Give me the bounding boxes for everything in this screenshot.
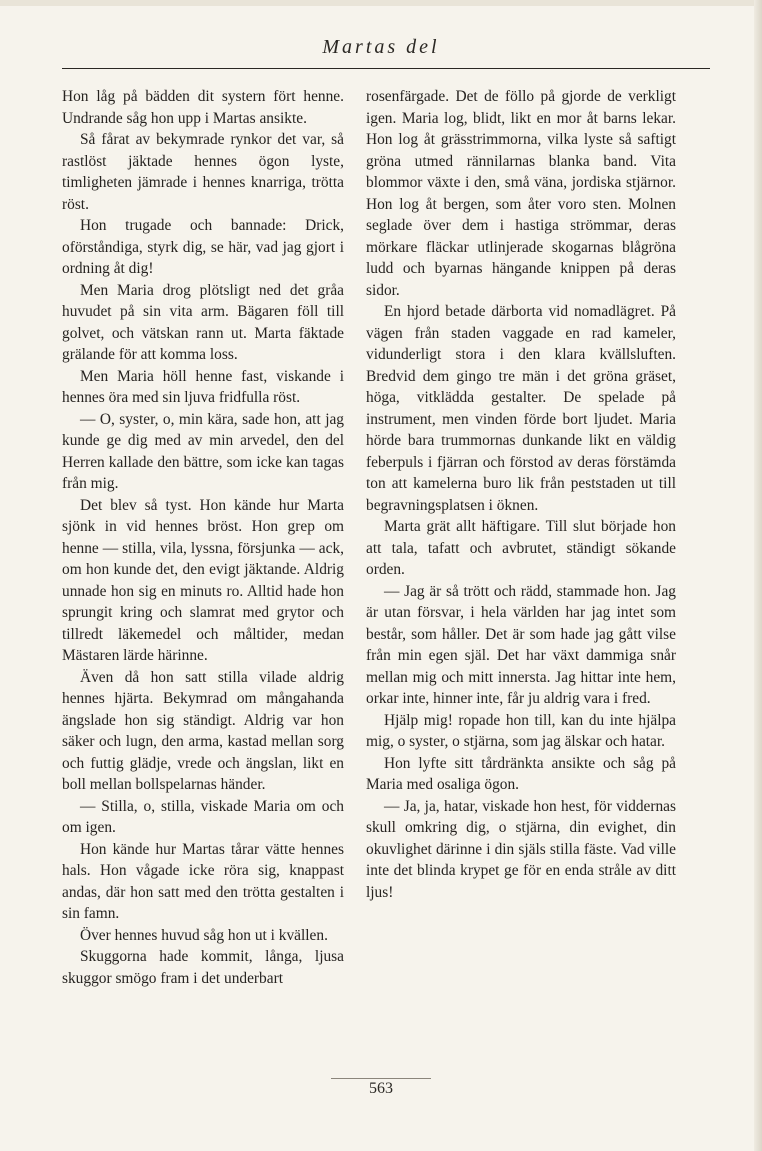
- paragraph: Hon lyfte sitt tårdränkta ansikte och såg på Maria med osaliga ögon.: [366, 754, 676, 793]
- paragraph: Marta grät allt häftigare. Till slut började hon att tala, tafatt och avbrutet, ständigt sökande orden.: [366, 518, 676, 578]
- paragraph: Skuggorna hade kommit, långa, ljusa skuggor smögo fram i det underbart: [62, 948, 344, 987]
- paragraph: Hon trugade och bannade: Drick, oförståndiga, styrk dig, se här, vad jag gjort i ordning åt dig!: [62, 217, 344, 277]
- header-rule: [62, 68, 710, 69]
- paragraph: Hjälp mig! ropade hon till, kan du inte hjälpa mig, o syster, o stjärna, som jag älskar och hatar.: [366, 711, 676, 750]
- page-top-edge: [0, 0, 762, 6]
- paragraph: Även då hon satt stilla vilade aldrig hennes hjärta. Bekymrad om mångahanda ängslade hon sig ständigt. Aldrig var hon säker och lugn, den arma, kastad mellan sorg och futtig glädje, vrede och ängslan, likt en boll mellan bollspelarnas händer.: [62, 668, 344, 793]
- paragraph: Det blev så tyst. Hon kände hur Marta sjönk in vid hennes bröst. Hon grep om henne — stilla, vila, lyssna, försjunka — ack, om hon kunde det, den evigt jäktande. Aldrig unnade hon sig en minuts ro. Alltid hade hon sprungit kring och slamrat med grytor och tillredt läkemedel och måltider, medan Mästaren lärde härinne.: [62, 496, 344, 664]
- left-column: [62, 86, 344, 989]
- footer-rule: [331, 1078, 431, 1079]
- paragraph: Hon kände hur Martas tårar vätte hennes hals. Hon vågade icke röra sig, knappast andas, där hon satt med den trötta gestalten i sin famn.: [62, 840, 344, 922]
- paragraph: — Stilla, o, stilla, viskade Maria om och om igen.: [62, 797, 344, 836]
- right-column: [366, 86, 676, 903]
- page-right-edge: [754, 0, 762, 1151]
- paragraph: — Ja, ja, hatar, viskade hon hest, för viddernas skull omkring dig, o stjärna, din evighet, din okuvlighet därinne i din själs stilla fäste. Vad ville inte det blinda krypet ge för en enda stråle av ditt ljus!: [366, 797, 676, 901]
- paragraph: Men Maria drog plötsligt ned det gråa huvudet på sin vita arm. Bägaren föll till golvet, och vätskan rann ut. Marta fäktade grälande för att komma loss.: [62, 281, 344, 363]
- running-header: Martas del: [322, 36, 440, 58]
- paragraph: — Jag är så trött och rädd, stammade hon. Jag är utan försvar, i hela världen har jag intet som består, som håller. Det är som hade jag gått vilse från min egen själ. Det har växt dammiga snår mellan mig och mitt innersta. Jag hittar inte hem, orkar inte, hinner inte, får ju aldrig vara i fred.: [366, 582, 676, 707]
- paragraph: Så fårat av bekymrade rynkor det var, så rastlöst jäktade hennes ögon lyste, timligheten jämrade i hennes knarriga, trötta röst.: [62, 131, 344, 213]
- page-number: 563: [369, 1080, 393, 1097]
- paragraph: — O, syster, o, min kära, sade hon, att jag kunde ge dig med av min arvedel, den del Herren kallade den bättre, som icke kan tagas från mig.: [62, 410, 344, 492]
- paragraph: Över hennes huvud såg hon ut i kvällen.: [80, 926, 328, 944]
- paragraph: Hon låg på bädden dit systern fört henne. Undrande såg hon upp i Martas ansikte.: [62, 88, 344, 127]
- paragraph: Men Maria höll henne fast, viskande i hennes öra med sin ljuva fridfulla röst.: [62, 367, 344, 406]
- paragraph: rosenfärgade. Det de föllo på gjorde de verkligt igen. Maria log, blidt, likt en mor åt barns lekar. Hon log åt grässtrimmorna, vilka lyste så saftigt gröna utmed rännilarnas blanka band. Vita blommor växte i den, små väna, jordiska stjärnor. Hon log åt bergen, som åter voro sten. Molnen seglade över dem i hastiga strömmar, deras mörkare fläckar utlinjerade skogarnas blågröna ludd och byarnas hängande knippen på deras sidor.: [366, 88, 676, 299]
- paragraph: En hjord betade därborta vid nomadlägret. På vägen från staden vaggade en rad kameler, vidunderligt stora i den klara kvällsluften. Bredvid dem gingo tre män i det gröna gräset, höga, vitklädda gestalter. De spelade på instrument, men vinden förde bort ljudet. Maria hörde bara trummornas dunkande likt en väldig feberpuls i fjärran och förstod av deras förstämda ton att kamelerna buro lik från peststaden ut till begravningsplatsen i öknen.: [366, 303, 676, 514]
